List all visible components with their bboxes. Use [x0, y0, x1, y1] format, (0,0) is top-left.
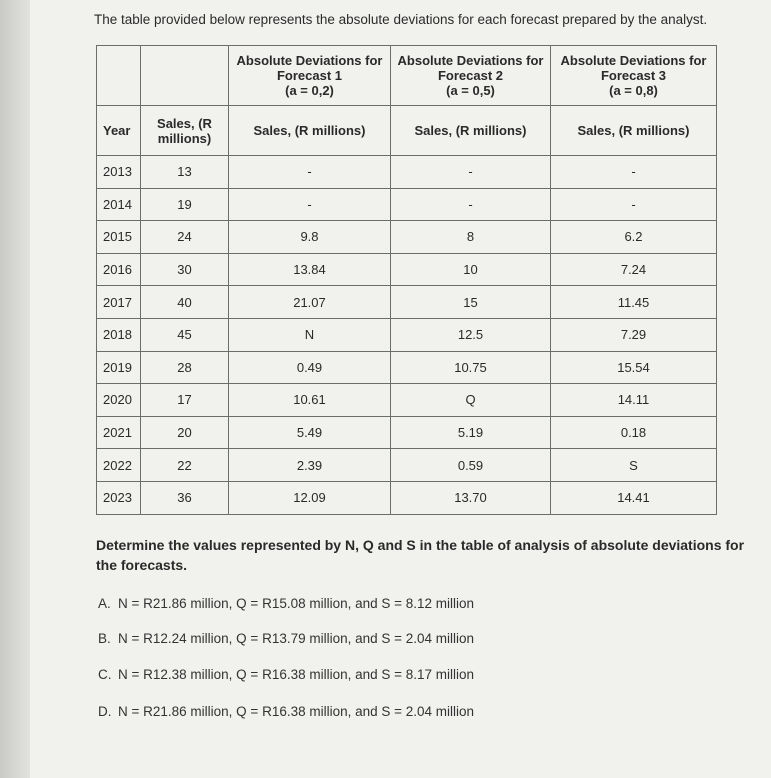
- forecast-3-deviation-cell: 11.45: [551, 286, 717, 319]
- table-row: [97, 318, 717, 351]
- forecast-3-deviation-cell: 14.41: [551, 481, 717, 514]
- forecast-1-deviation-cell: 0.49: [229, 351, 391, 384]
- blank-header-cell: [141, 46, 229, 106]
- sales-header: Sales, (R millions): [141, 106, 229, 156]
- header-line: Absolute Deviations for: [560, 53, 707, 68]
- header-line: Forecast 3: [600, 68, 667, 83]
- forecast-3-deviation-cell: S: [551, 449, 717, 482]
- year-header: Year: [97, 106, 141, 156]
- forecast-1-deviation-cell: 2.39: [229, 449, 391, 482]
- forecast-3-deviation-cell: 15.54: [551, 351, 717, 384]
- forecast-1-deviation-cell: 13.84: [229, 253, 391, 286]
- question-text: Determine the values represented by N, Q and S in the table of analysis of absolute deviations for the forecasts.: [96, 537, 745, 573]
- option-text: N = R21.86 million, Q = R15.08 million, and S = 8.12 million: [118, 596, 475, 611]
- forecast-1-deviation-cell: 21.07: [229, 286, 391, 319]
- forecast-1-deviation-cell: 9.8: [229, 221, 391, 254]
- forecast-3-deviation-cell: 14.11: [551, 384, 717, 417]
- forecast-3-header: [551, 46, 717, 106]
- option-letter: B.: [98, 631, 111, 646]
- table-row: [97, 351, 717, 384]
- table-row: [97, 156, 717, 189]
- table-row: [97, 481, 717, 514]
- option-d[interactable]: [98, 704, 474, 719]
- forecast-2-deviation-cell: 15: [391, 286, 551, 319]
- sales-cell: 36: [141, 481, 229, 514]
- forecast-1-sales-header: Sales, (R millions): [229, 106, 391, 156]
- option-text: N = R12.24 million, Q = R13.79 million, and S = 2.04 million: [118, 631, 475, 646]
- blank-header-cell: [97, 46, 141, 106]
- table-row: [97, 286, 717, 319]
- forecast-1-deviation-cell: -: [229, 188, 391, 221]
- forecast-3-deviation-cell: 0.18: [551, 416, 717, 449]
- option-a[interactable]: [98, 596, 474, 611]
- option-text: N = R12.38 million, Q = R16.38 million, and S = 8.17 million: [118, 667, 475, 682]
- forecast-1-deviation-cell: 12.09: [229, 481, 391, 514]
- group-header-row: [97, 46, 717, 106]
- header-line: (a = 0,5): [446, 83, 495, 98]
- option-b[interactable]: [98, 631, 474, 646]
- table-row: [97, 384, 717, 417]
- option-letter: A.: [98, 596, 111, 611]
- forecast-3-deviation-cell: 7.29: [551, 318, 717, 351]
- forecast-1-header: [229, 46, 391, 106]
- page-shadow: [0, 0, 30, 778]
- header-line: Absolute Deviations for: [397, 53, 544, 68]
- forecast-2-deviation-cell: 12.5: [391, 318, 551, 351]
- forecast-2-header: [391, 46, 551, 106]
- option-letter: D.: [98, 704, 112, 719]
- year-cell: 2014: [97, 188, 141, 221]
- sales-cell: 22: [141, 449, 229, 482]
- year-cell: 2022: [97, 449, 141, 482]
- option-text: N = R21.86 million, Q = R16.38 million, and S = 2.04 million: [118, 704, 475, 719]
- sales-cell: 13: [141, 156, 229, 189]
- year-cell: 2018: [97, 318, 141, 351]
- intro-text: The table provided below represents the absolute deviations for each forecast prepared by the analyst.: [94, 12, 708, 27]
- year-cell: 2021: [97, 416, 141, 449]
- forecast-2-deviation-cell: 10: [391, 253, 551, 286]
- header-line: (a = 0,8): [609, 83, 658, 98]
- table-row: [97, 449, 717, 482]
- sales-cell: 30: [141, 253, 229, 286]
- sales-cell: 17: [141, 384, 229, 417]
- forecast-2-deviation-cell: Q: [391, 384, 551, 417]
- forecast-3-deviation-cell: 6.2: [551, 221, 717, 254]
- table-row: [97, 221, 717, 254]
- sales-cell: 19: [141, 188, 229, 221]
- year-cell: 2017: [97, 286, 141, 319]
- sales-cell: 28: [141, 351, 229, 384]
- forecast-3-deviation-cell: -: [551, 188, 717, 221]
- sales-cell: 24: [141, 221, 229, 254]
- header-line: Forecast 1: [276, 68, 343, 83]
- sales-cell: 20: [141, 416, 229, 449]
- year-cell: 2023: [97, 481, 141, 514]
- year-cell: 2013: [97, 156, 141, 189]
- deviation-table: [96, 45, 717, 515]
- forecast-1-deviation-cell: 10.61: [229, 384, 391, 417]
- forecast-1-deviation-cell: 5.49: [229, 416, 391, 449]
- forecast-3-deviation-cell: -: [551, 156, 717, 189]
- sales-cell: 45: [141, 318, 229, 351]
- forecast-1-deviation-cell: N: [229, 318, 391, 351]
- year-cell: 2020: [97, 384, 141, 417]
- forecast-3-deviation-cell: 7.24: [551, 253, 717, 286]
- header-line: (a = 0,2): [285, 83, 334, 98]
- forecast-2-deviation-cell: 5.19: [391, 416, 551, 449]
- table-body: [97, 156, 717, 515]
- sales-cell: 40: [141, 286, 229, 319]
- year-cell: 2016: [97, 253, 141, 286]
- forecast-2-deviation-cell: 0.59: [391, 449, 551, 482]
- forecast-2-deviation-cell: -: [391, 156, 551, 189]
- forecast-2-deviation-cell: 13.70: [391, 481, 551, 514]
- header-line: Forecast 2: [437, 68, 504, 83]
- table-row: [97, 416, 717, 449]
- column-header-row: [97, 106, 717, 156]
- year-cell: 2015: [97, 221, 141, 254]
- forecast-2-sales-header: Sales, (R millions): [391, 106, 551, 156]
- table-row: [97, 188, 717, 221]
- forecast-2-deviation-cell: -: [391, 188, 551, 221]
- table-row: [97, 253, 717, 286]
- option-c[interactable]: [98, 667, 474, 682]
- forecast-2-deviation-cell: 10.75: [391, 351, 551, 384]
- option-letter: C.: [98, 667, 112, 682]
- header-line: Absolute Deviations for: [236, 53, 383, 68]
- forecast-1-deviation-cell: -: [229, 156, 391, 189]
- forecast-3-sales-header: Sales, (R millions): [551, 106, 717, 156]
- year-cell: 2019: [97, 351, 141, 384]
- forecast-2-deviation-cell: 8: [391, 221, 551, 254]
